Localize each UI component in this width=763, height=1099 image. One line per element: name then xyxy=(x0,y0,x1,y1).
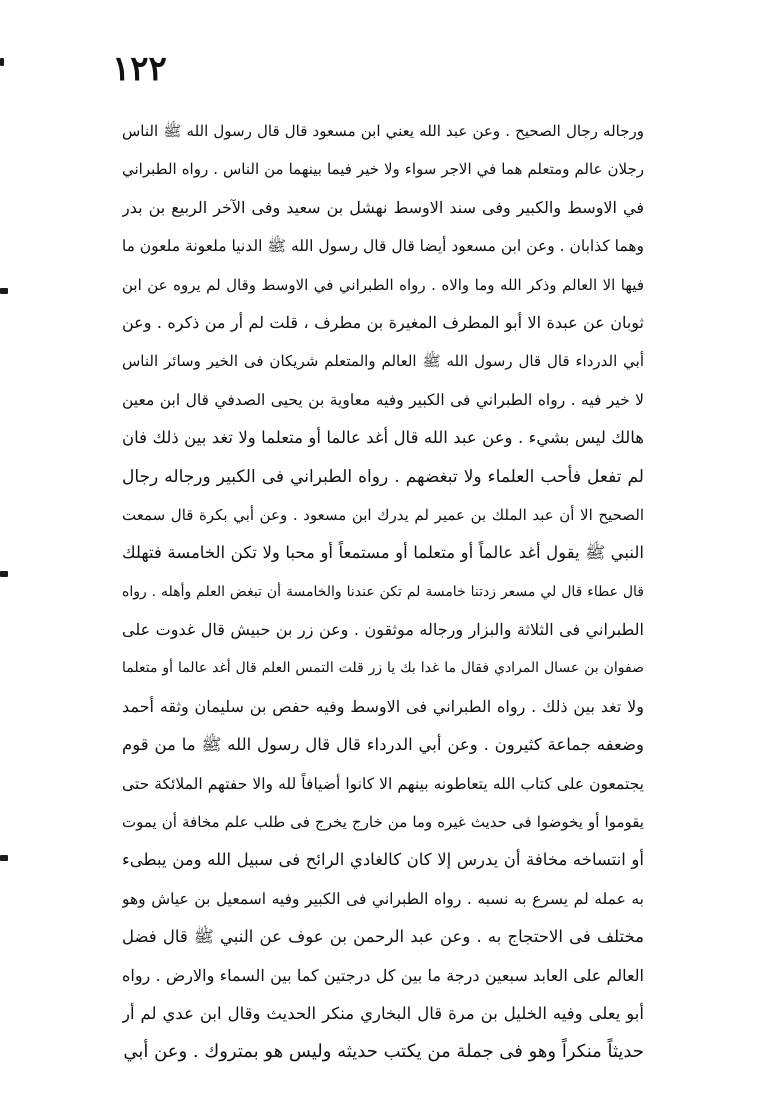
text-line: الصحيح الا أن عبد الملك بن عمير لم يدرك ابن مسعود . وعن أبي بكرة قال سمعت xyxy=(122,505,644,524)
text-line: العالم على العابد سبعين درجة ما بين كل درجتين كما بين السماء والارض . رواه xyxy=(122,965,644,985)
text-line: مختلف فى الاحتجاج به . وعن عبد الرحمن بن عوف عن النبي ﷺ قال فضل xyxy=(122,927,644,947)
scan-edge-mark-middle xyxy=(0,571,8,577)
scan-edge-mark-lower xyxy=(0,855,8,861)
text-line: النبي ﷺ يقول أغد عالماً أو متعلما أو مستمعاً أو محبا ولا تكن الخامسة فتهلك xyxy=(122,543,644,563)
scan-edge-mark-upper xyxy=(0,288,8,294)
text-line: أبي الدرداء قال قال رسول الله ﷺ العالم والمتعلم شريكان فى الخير وسائر الناس xyxy=(122,352,644,371)
text-line: هالك ليس بشيء . وعن عبد الله قال أغد عالما أو متعلما ولا تغد بين ذلك فان xyxy=(122,428,644,448)
text-line: الطبراني فى الثلاثة والبزار ورجاله موثقون . وعن زر بن حبيش قال غدوت على xyxy=(122,620,644,640)
text-line: حديثاً منكراً وهو فى جملة من يكتب حديثه وليس هو بمتروك . وعن أبي xyxy=(123,1041,644,1063)
text-line: وهما كذابان . وعن ابن مسعود أيضا قال قال رسول الله ﷺ الدنيا ملعونة ملعون ما xyxy=(122,237,644,256)
text-line: أبو يعلى وفيه الخليل بن مرة قال البخاري منكر الحديث وقال ابن عدي لم أر xyxy=(122,1003,644,1023)
text-line: به عمله لم يسرع به نسبه . رواه الطبراني فى الكبير وفيه اسمعيل بن عياش وهو xyxy=(122,889,644,908)
text-line: يجتمعون على كتاب الله يتعاطونه بينهم الا كانوا أضيافاً لله والا حفتهم الملائكة حتى xyxy=(122,774,644,793)
scan-edge-mark-top xyxy=(0,58,4,66)
text-line: ولا تغد بين ذلك . رواه الطبراني فى الاوسط وفيه حفص بن سليمان وثقه أحمد xyxy=(122,696,644,716)
text-line: لم تفعل فأحب العلماء ولا تبغضهم . رواه الطبراني فى الكبير ورجاله رجال xyxy=(122,466,644,487)
text-line: في الاوسط والكبير وفى سند الاوسط نهشل بن سعيد وفى الآخر الربيع بن بدر xyxy=(122,197,644,217)
text-line: أو انتساخه مخافة أن يدرس إلا كان كالغادي الرائح فى سبيل الله ومن يبطىء xyxy=(122,850,644,870)
text-line: رجلان عالم ومتعلم هما في الاجر سواء ولا خير فيما بينهما من الناس . رواه الطبراني xyxy=(122,160,644,179)
text-line: ثوبان عن عبدة الا أبو المطرف المغيرة بن مطرف ، قلت لم أر من ذكره . وعن xyxy=(122,312,644,332)
text-line: قال عطاء قال لي مسعر زدتنا خامسة لم تكن عندنا والخامسة أن تبغض العلم وأهله . رواه xyxy=(122,583,644,600)
text-line: لا خير فيه . رواه الطبراني فى الكبير وفيه معاوية بن يحيى الصدفي قال ابن معين xyxy=(122,390,644,409)
text-line: وضعفه جماعة كثيرون . وعن أبي الدرداء قال قال رسول الله ﷺ ما من قوم xyxy=(122,735,644,755)
text-line: صفوان بن عسال المرادي فقال ما غدا بك يا زر قلت التمس العلم قال أغد عالما أو متعلما xyxy=(122,660,644,677)
text-line: فيها الا العالم وذكر الله وما والاه . رواه الطبراني في الاوسط وقال لم يروه عن ابن xyxy=(122,275,644,294)
text-line: ورجاله رجال الصحيح . وعن عبد الله يعني ابن مسعود قال قال رسول الله ﷺ الناس xyxy=(122,122,644,140)
text-line: يقوموا أو يخوضوا فى حديث غيره وما من خارج يخرج فى طلب علم مخافة أن يموت xyxy=(122,813,644,832)
page-number: ١٢٢ xyxy=(112,49,167,89)
page-body-text xyxy=(122,112,644,1072)
